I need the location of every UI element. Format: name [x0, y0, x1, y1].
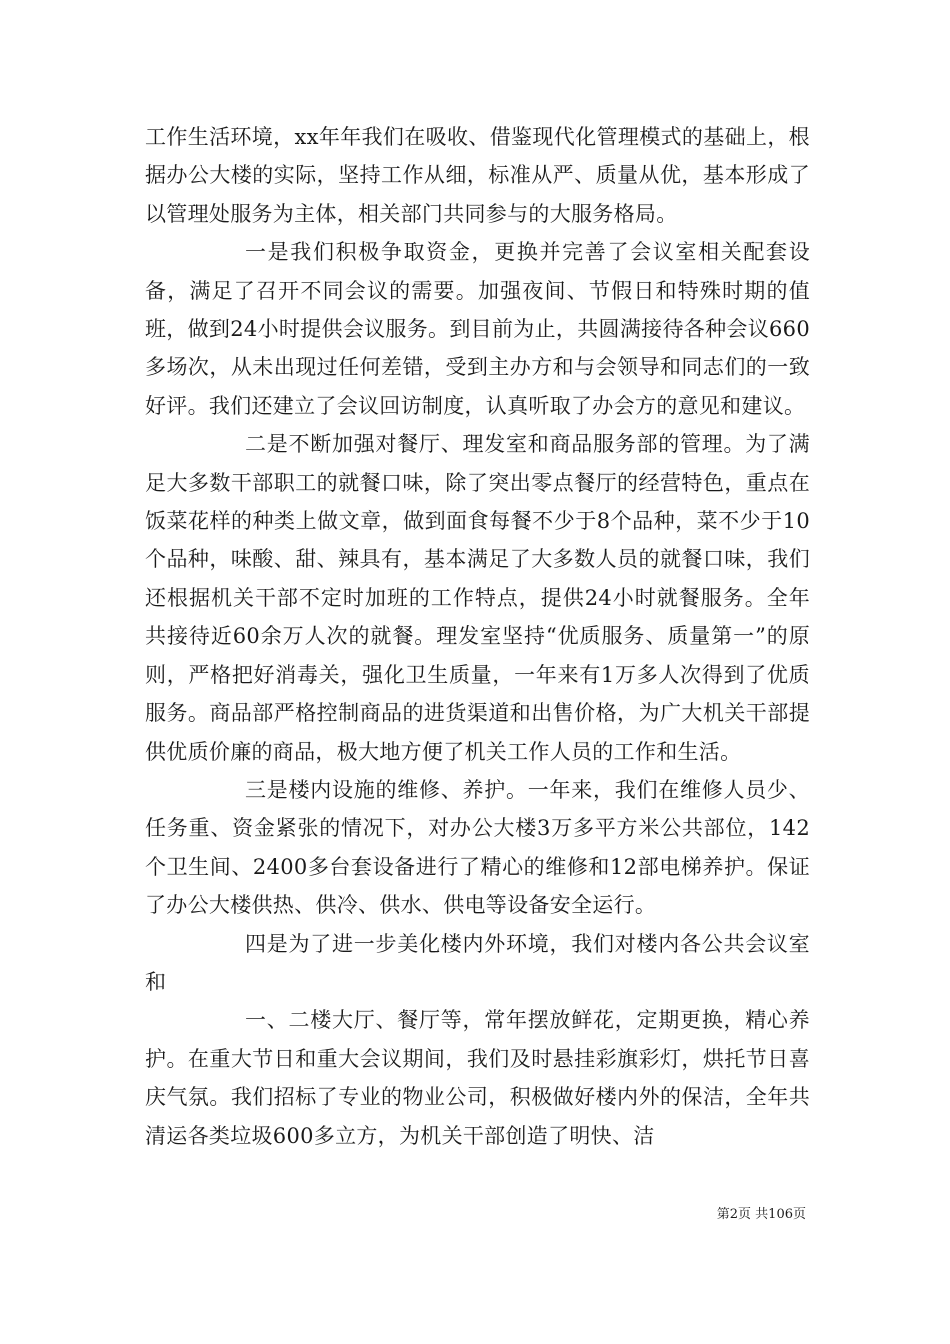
paragraph-environment-cont: 一、二楼大厅、餐厅等，常年摆放鲜花，定期更换，精心养护。在重大节日和重大会议期间，我们及时悬挂彩旗彩灯，烘托节日喜庆气氛。我们招标了专业的物业公司，积极做好楼内外的保洁，全年共清运各类垃圾600多立方，为机关干部创造了明快、洁	[145, 1008, 810, 1148]
page-footer: 第2页 共106页	[716, 1207, 806, 1222]
paragraph-intro: 工作生活环境，xx年年我们在吸收、借鉴现代化管理模式的基础上，根据办公大楼的实际，坚持工作从细，标准从严、质量从优，基本形成了以管理处服务为主体，相关部门共同参与的大服务格局。	[145, 125, 810, 226]
paragraph-environment: 四是为了进一步美化楼内外环境，我们对楼内各公共会议室和	[145, 931, 810, 994]
document-body	[145, 118, 810, 1155]
paragraph-dining-service: 二是不断加强对餐厅、理发室和商品服务部的管理。为了满足大多数干部职工的就餐口味，除了突出零点餐厅的经营特色，重点在饭菜花样的种类上做文章，做到面食每餐不少于8个品种，菜不少于10个品种，味酸、甜、辣具有，基本满足了大多数人员的就餐口味，我们还根据机关干部不定时加班的工作特点，提供24小时就餐服务。全年共接待近60余万人次的就餐。理发室坚持“优质服务、质量第一”的原则，严格把好消毒关，强化卫生质量，一年来有1万多人次得到了优质服务。商品部严格控制商品的进货渠道和出售价格，为广大机关干部提供优质价廉的商品，极大地方便了机关工作人员的工作和生活。	[145, 432, 810, 764]
paragraph-meeting-service: 一是我们积极争取资金，更换并完善了会议室相关配套设备，满足了召开不同会议的需要。加强夜间、节假日和特殊时期的值班，做到24小时提供会议服务。到目前为止，共圆满接待各种会议660多场次，从未出现过任何差错，受到主办方和与会领导和同志们的一致好评。我们还建立了会议回访制度，认真听取了办会方的意见和建议。	[145, 240, 810, 418]
paragraph-maintenance: 三是楼内设施的维修、养护。一年来，我们在维修人员少、任务重、资金紧张的情况下，对办公大楼3万多平方米公共部位，142个卫生间、2400多台套设备进行了精心的维修和12部电梯养护。保证了办公大楼供热、供冷、供水、供电等设备安全运行。	[145, 777, 810, 918]
